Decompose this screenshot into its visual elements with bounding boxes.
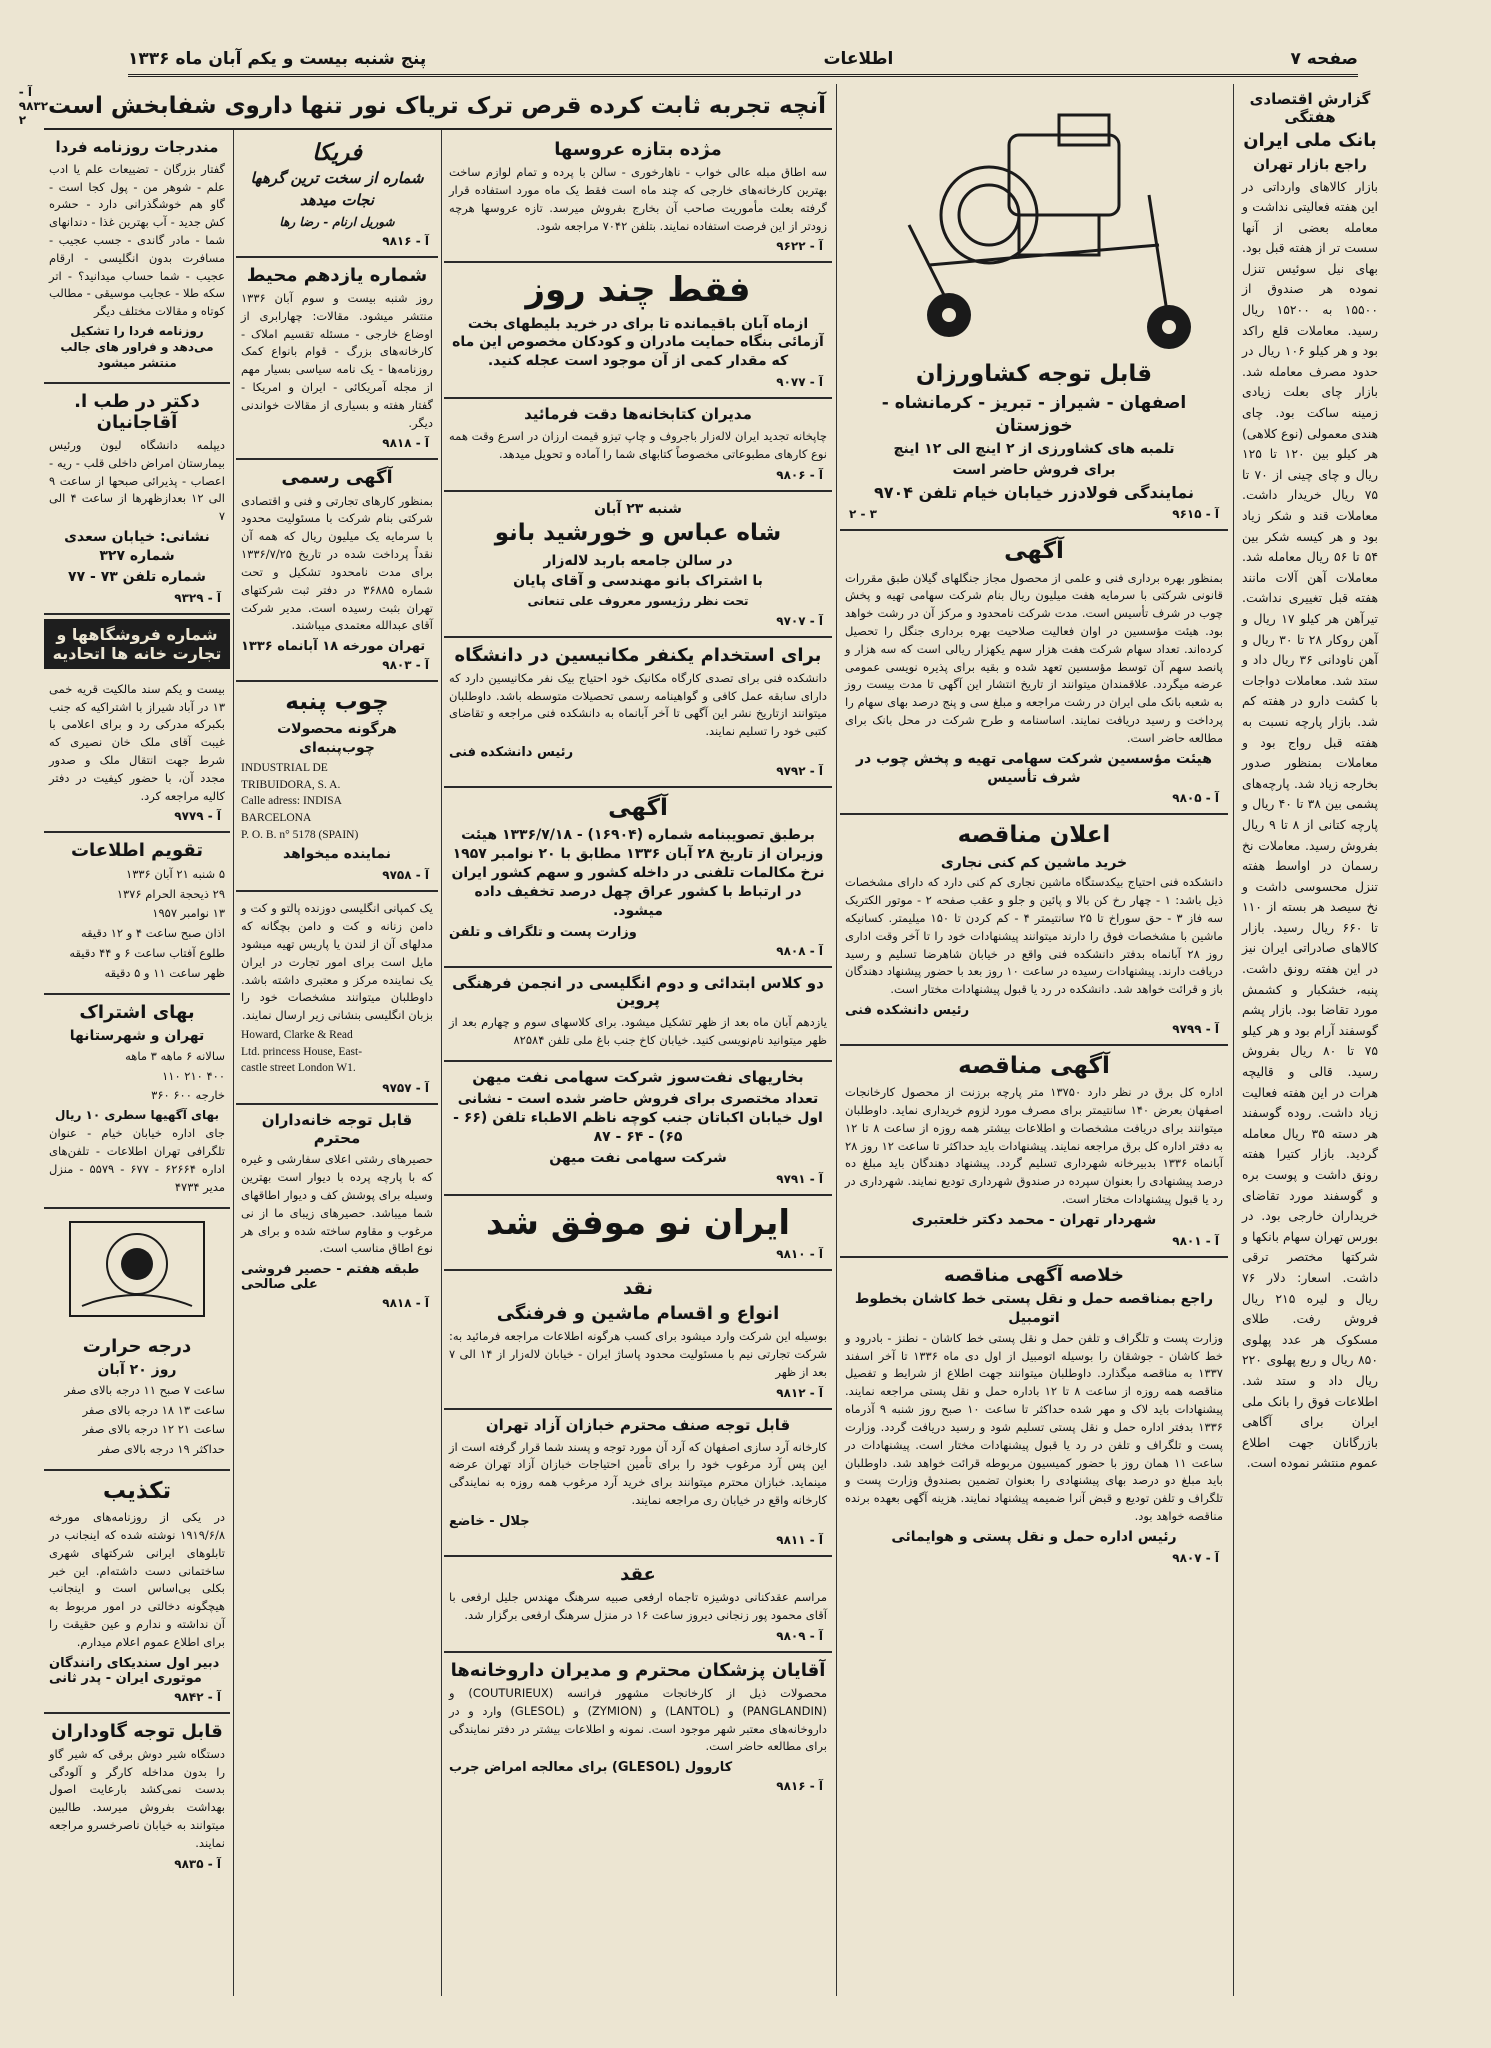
column-rule <box>441 84 442 1996</box>
column-rule <box>233 84 234 1996</box>
economy-title: گزارش اقتصادی هفتگی <box>1249 90 1371 126</box>
tractor-title: قابل توجه کشاورزان <box>915 361 1153 387</box>
denial-notice: تکذیب در یکی از روزنامه‌های مورخه ۱۹۱۹/۶/۸ نوشته شده که اینجانب در تابلوهای ایرانی شرکتهای شهری ساختمانی دست داشته‌ام. این خبر بکلی بی‌اساس است و اینجانب هیچگونه دخالتی در امور مربوط به آن نداشته و ندارم و عین حقیقت را برای اطلاع عموم اعلام میدارم. دبیر اول سندیکای رانندگان موتوری ایران - پدر ثانی آ - ۹۸۴۲ <box>44 1471 230 1714</box>
tomorrow-contents: مندرجات روزنامه فردا گفتار بزرگان - تضییعات علم یا ادب علم - شوهر من - پول کجا است - گاو هم خوشگذرانی دارد - حشره کش جدید - آب بهترین غذا - دندانهای شما - مادر گاندی - جسب عجیب - مسافرت بدون انگلیسی - ارقام عجیب - شما حساب میدانید؟ - اتر سکه طلا - عجایب موسیقی - مطالب کوتاه و مقالات مختلف دیگر روزنامه فردا را تشکیل می‌دهد و فراور های جالب منتشر میشود <box>44 132 230 384</box>
tender-title: آگهی مناقصه <box>958 1053 1110 1080</box>
issue-date: پنج شنبه بیست و یکم آبان ماه ۱۳۳۶ <box>128 49 427 69</box>
english-class-ad: دو کلاس ابتدائی و دوم انگلیسی در انجمن فرهنگی پروین یازدهم آبان ماه بعد از ظهر تشکیل میشود. برای کلاسهای سوم و چهارم بعد از ظهر میتوانید نام‌نویسی کنید. خیابان کاخ جنب باغ ملی تلفن ۸۲۵۸۴ <box>444 968 832 1062</box>
ad-reference: آ - ۹۸۰۵ <box>1172 791 1219 806</box>
tender-sub: خرید ماشین کم کنی نجاری <box>940 854 1128 871</box>
tractor-cities: اصفهان - شیراز - تبریز - کرمانشاه - خوزستان <box>881 393 1187 437</box>
wood-company-ad <box>840 531 1228 815</box>
tender-title: اعلان مناقصه <box>957 822 1111 849</box>
tender-body: دانشکده فنی احتیاج بیکدستگاه ماشین نجاری کم کنی دارد که دارای مشخصات ذیل باشد: ۱ - چهار رخ کن بالا و پائین و جلو و عقب صفحه ۲ - موتور الکتریک سه فاز ۳ - حق سوراخ تا ۲۵ سانتیمتر ۴ - کم کردن تا ۱۵۰ میلیمتر. کسانیکه ماشین با مشخصات فوق را دارند میتوانند پیشنهادات خود را تا آخر وقت اداری روز ۲۸ آبانماه بدفتر دانشکده فنی واقع در خیابان شاهرضا تسلیم و رسید دریافت دارند. پیشنهادات رسیده در ساعت ۱۰ روز بعد با حضور پیشنهاد دهندگان باز و قرائت خواهد شد. دانشکده در رد یا قبول پیشنهادات مختار است. <box>845 875 1223 997</box>
ad-reference: آ - ۹۸۰۱ <box>1172 1233 1219 1248</box>
official-notice: آگهی رسمی بمنظور کارهای تجارتی و فنی و اقتصادی شرکتی بنام شرکت با مسئولیت محدود با سرمایه یک میلیون ریال که همه آن نقداً پرداخت شده در تاریخ ۱۳۳۶/۷/۲۵ برای مدت نامحدود تشکیل و تحت شماره ۳۶۸۸۵ در دفتر ثبت شرکتهای تهران بثبت رسیده است. مدیر شرکت آقای عبدالله معتمدی میباشند. تهران مورخه ۱۸ آبانماه ۱۳۳۶ آ - ۹۸۰۳ <box>236 460 438 682</box>
tender-title: خلاصه آگهی مناقصه <box>944 1264 1124 1286</box>
land-deed-notice: بیست و یکم سند مالکیت قریه خمی ۱۳ در آباد شیراز با اشتراکیه که جنب بکبرکه مدرکی رد و برای اعلامی با غیبت آقای ملک خان نصیری که شرط جهت انتقال ملک و صدور مجدد آن، با حضور کیفیت در دفتر کالیه مراجعه کرد. آ - ۹۷۷۹ <box>44 673 230 834</box>
column-ads-center <box>444 132 832 1996</box>
cork-ad: چوب پنبه هرگونه محصولات چوب‌پنبه‌ای INDUSTRIAL DE TRIBUIDORA, S. A. Calle adress: INDISA BARCELONA P. O. B. n° 5178 (SPAIN) نماینده میخواهد آ - ۹۷۵۸ <box>236 682 438 892</box>
mat-ad: قابل توجه خانه‌داران محترم حصیرهای رشتی اعلای سفارشی و غیره که با پارچه پرده با دیوار است بهترین وسیله برای پوشش کف و دیوار اطاقهای شما میباشد. حصیرهای زیبای ما از نی مرغوب و مقاوم ساخته شده و برای هر نوع اطاق مناسب است. طبقه هفتم - حصیر فروشی علی صالحی آ - ۹۸۱۸ <box>241 1111 433 1311</box>
theatre-ad: شنبه ۲۳ آبان شاه عباس و خورشید بانو در سالن جامعه باربد لاله‌زار با اشتراک بانو مهندسی و آقای پایان تحت نظر رژیسور معروف علی تنعانی آ - ۹۷۰۷ <box>444 492 832 638</box>
subscription-rates: بهای اشتراک تهران و شهرستانها سالانه ۶ ماهه ۳ ماهه ۴۰۰ ۲۱۰ ۱۱۰ خارجه ۶۰۰ ۳۶۰ بهای آگهیها سطری ۱۰ ریال جای اداره خیابان خیام - عنوان تلگرافی تهران اطلاعات - تلفن‌های اداره ۶۲۶۶۴ - ۶۷۷ - ۵۵۷۹ - منزل مدیر ۴۷۳۴ <box>44 995 230 1209</box>
economy-report <box>1237 84 1383 1484</box>
tender-sub: راجع بمناقصه حمل و نقل پستی خط کاشان بخطوط اتومبیل <box>854 1291 1214 1326</box>
iran-no-ad: ایران نو موفق شد آ - ۹۸۱۰ <box>444 1196 832 1271</box>
wedding-notice: عقد مراسم عقدکنانی دوشیزه تاجماه ارفعی صبیه سرهنگ مهندس جلیل ارفعی با آقای محمود پور زنجانی دیروز ساعت ۱۶ در منزل سرهنگ ارفعی برگزار شد. آ - ۹۸۰۹ <box>444 1557 832 1653</box>
ad-reference: ۲ - ۳ آ - ۹۶۱۵ <box>849 507 1219 522</box>
newspaper-name: اطلاعات <box>823 49 894 69</box>
sewing-machine-ad: نقد انواع و اقسام ماشین و فرفنگی بوسیله این شرکت وارد میشود برای کسب هرگونه اطلاعات مراجعه فرمائید به: شرکت تجارتی نیم با مسئولیت محدود پاساژ ایران - خیابان لاله‌زار از ۱۴ الی ۷ بعد از ظهر آ - ۹۸۱۲ <box>444 1271 832 1410</box>
furniture-ad: مژده بتازه عروسها سه اطاق مبله عالی خواب - ناهارخوری - سالن با پرده و تمام لوازم ساخت بهترین کارخانه‌های خارجی که چند ماه است فقط یک ماه مورد استفاده قرار گرفته بعلت مأموریت صاحب آن بخارج بفروش میرسد. تازه عروسها هرچه زودتر از این فرصت استفاده نمایند. بتلفن ۷۰۴۲ مراجعه شود. آ - ۹۶۲۲ <box>444 132 832 263</box>
lottery-ad: فقط چند روز ازماه آبان باقیمانده تا برای در خرید بلیطهای بخت آزمائی بنگاه حمایت مادران و کودکان مخصوص این ماه که مقدار کمی از آن موجود است عجله کنید. آ - ۹۰۷۷ <box>444 263 832 399</box>
dairy-ad: قابل توجه گاوداران دستگاه شیر دوش برقی که شیر گاو را بدون مداخله کارگر و آلودگی بدست نمی‌کشد بارعایت اصول بهداشت بفروش میرسد. طالبین میتوانند به خیابان ناصرخسرو مراجعه نمایند. آ - ۹۸۳۵ <box>49 1720 225 1871</box>
tender-electric <box>840 1046 1228 1258</box>
page-header <box>128 44 1358 77</box>
bakers-ad: قابل توجه صنف محترم خبازان آزاد تهران کارخانه آرد سازی اصفهان که آرد آن مورد توجه و پسند شما قرار گرفته است از این پس آرد مرغوب خود را برای تأمین احتیاجات خبازان آزاد تهران عرضه مینماید. خبازان محترم میتوانند برای خرید آرد مرغوب همه روزه به نمایندگی کارخانه واقع در خیابان ری مراجعه نمایند. جلال - خاضع آ - ۹۸۱۱ <box>444 1410 832 1557</box>
economy-sub: راجع بازار تهران <box>1253 156 1367 173</box>
column-info <box>44 132 230 1996</box>
mechanic-hiring-ad: برای استخدام یکنفر مکانیسین در دانشگاه دانشکده فنی برای تصدی کارگاه مکانیک خود احتیاج بیک نفر مکانیسین دارد که دارای سابقه عمل کافی و گواهینامه رسمی تحصیلات متوسطه باشد. داوطلبان میتوانند ازتاریخ نشر این آگهی تا آخر آبانماه به دانشکده فنی مراجعه و تقاضای کتبی خود را تسلیم نمایند. رئیس دانشکده فنی آ - ۹۷۹۲ <box>444 638 832 788</box>
column-rule <box>836 84 837 1996</box>
tractor-dealer: نمایندگی فولادزر خیابان خیام تلفن ۹۷۰۴ <box>874 482 1194 502</box>
calendar: تقویم اطلاعات ۵ شنبه ۲۱ آبان ۱۳۳۶ ۲۹ ذیحجة الحرام ۱۳۷۶ ۱۳ نوامبر ۱۹۵۷ اذان صبح ساعت ۴ و ۱۲ دقیقه طلوع آفتاب ساعت ۶ و ۴۴ دقیقه ظهر ساعت ۱۱ و ۵ دقیقه <box>44 833 230 994</box>
tender-body: اداره کل برق در نظر دارد ۱۳۷۵۰ متر پارچه برزنت از محصول کارخانجات اصفهان بعرض ۱۴۰ سانتیمتر برای مصرف مورد لزوم خریداری نماید. داوطلبان میتوانند برای دریافت مشخصات و اطلاعات بیشتر همه روزه از ساعت ۸ تا ۱۲ به دفتر اداره کل برق مراجعه نمایند. پیشنهادات باید حداکثر تا ساعت ۱۲ روز ۲۸ آبانماه ۱۳۳۶ بدبیرخانه شهرداری تسلیم گردد. پیشنهاد دهندگان باید مبلغ ده درصد پیشنهادی را بعنوان سپرده در صندوق شهرداری تودیع نمایند. شهرداری در رد یا قبول پیشنهادات مختار است. <box>845 1085 1224 1207</box>
tractor-availability: برای فروش حاضر است <box>952 461 1116 478</box>
doctor-ad: دکتر در طب ا. آقاجانیان دیپلمه دانشگاه لیون ورئیس بیمارستان امراض داخلی قلب - ریه - اعصاب - پذیرائی صبحها از ساعت ۹ الی ۱۲ بعدازظهرها از ساعت ۴ الی ۷ نشانی: خیابان سعدی شماره ۳۲۷ شماره تلفن ۷۳ - ۷۷ آ - ۹۳۲۹ <box>44 384 230 615</box>
english-company-ad: یک کمپانی انگلیسی دوزنده پالتو و کت و دامن زنانه و کت و دامن بچگانه که مدلهای آن از لندن یا پاریس تهیه میشود مایل است برای امور تجارت در ایران یک نماینده مرکز و معتبری داشته باشد. داوطلبان میتوانند مشخصات خود را بزبان انگلیسی بنشانی زیر ارسال نمایند. Howard, Clarke & Read Ltd. princess House, East- castle street London W1. آ - ۹۷۵۷ <box>236 892 438 1105</box>
agahi-body: بمنظور بهره برداری فنی و علمی از محصول مجاز جنگلهای گیلان طبق مقررات قانونی شرکتی با سرمایه هفت میلیون ریال بنام شرکت سهامی تهیه و پخش چوب در شرف تأسیس است. مدت شرکت نامحدود و مرکز آن در رشت خواهد بود. هیئت مؤسسین در اوان فعالیت صلاحیت بهره برداری جنگل را تحصیل کرده‌اند. تعداد سهام شرکت هفت هزار سهم یکهزار ریالی است که سه هزار و پانصد سهم آن توسط مؤسسین تعهد شده و بقیه برای پذیره نویسی عمومی عرضه میگردد. علاقمندان میتوانند از تاریخ انتشار این آگهی تا مدت بیست روز به شعبه بانک ملی ایران در رشت مراجعه و مبلغ سی و پنج درصد بهای سهام را پرداخت و رسید دریافت نمایند. اساسنامه و طرح شرکت در محل بانک برای مطالعه حاضر است. <box>845 570 1223 745</box>
printing-ad: مدیران کتابخانه‌ها دقت فرمائید چاپخانه تجدید ایران لاله‌زار باجروف و چاپ تیزو قیمت ارزان در اسرع وقت همه نوع کارهای مطبوعاتی مخصوصاً کتابهای شما را آماده و تحویل میدهد. آ - ۹۸۰۶ <box>444 399 832 491</box>
tender-body: وزارت پست و تلگراف و تلفن حمل و نقل پستی خط کاشان - نطنز - بادرود و خط کاشان - جوشقان را بوسیله اتومبیل از اول دی ماه ۱۳۳۶ تا آخر اسفند ۱۳۳۷ به مناقصه میگذارد. داوطلبان میتوانند جهت اطلاع از شرایط و تفصیل مناقصه همه روزه از ساعت ۸ تا ۱۲ باداره حمل و نقل پستی مراجعه نمایند. پیشنهادات باید لاک و مهر شده حداکثر تا ساعت ۱۰ صبح روز شنبه ۹ آذرماه ۱۳۳۶ بدفتر اداره حمل و نقل پستی تسلیم شود و رسید دریافت گردد. وزارت پست و تلگراف و تلفن در رد یا قبول پیشنهادات مختار است. پیشنهادات در ساعت ۱۱ همان روز با حضور کمیسیون مربوطه قرائت خواهد شد. داوطلبان باید مبلغ دو درصد بهای پیشنهادی را بعنوان تضمین بصندوق وزارت پست و تلگراف و تلفن تودیع و قبض آنرا ضمیمه پیشنهاد نمایند. هزینه آگهی بعهده برنده مناقصه خواهد بود. <box>845 1330 1223 1523</box>
economy-body: بازار کالاهای وارداتی در این هفته فعالیتی نداشت و معامله بعضی از آنها سست تر از هفته قبل بود. بهای نیل سوئیس تنزل نموده هر صندوق از ۱۵۵۰۰ به ۱۵۲۰۰ ریال رسید. معاملات قلع راکد بود و هر کیلو ۱۰۶ ریال در حدود مصرف معامله شد. بازار چای بعلت زیادی زمینه ساکت بود. چای هندی معمولی (نوع کلاهی) هر کیلو بین ۱۲۰ تا ۱۲۵ ریال و چای چینی از ۷۰ تا ۷۵ ریال خریدار داشت. معاملات قند و شکر زیاد بود و هر کیسه شکر بین ۵۴ تا ۵۶ ریال معامله شد. معاملات آهن آلات مانند هفته قبل تغییری نداشت. تیرآهن هر کیلو ۱۷ ریال و آهن روکار ۲۸ تا ۳۰ ریال و آهن ناودانی ۳۶ ریال داد و ستد شد. معاملات دواجات با کشت دارو در هفته کم شد. بازار پارچه نسبت به هفته قبل رواج بود و معاملات بمنظور صدور بخارجه زیاد شد. پارچه‌های پشمی بین ۳۸ تا ۴۰ ریال و پارچه کتانی از ۸ تا ۹ ریال بفروش رسید. معاملات نخ رسمان در اواسط هفته تنزل محسوسی داشت و نخ سیصد هر بسته از ۱۱۰ تا ۶۶۰ ریال رسید. بازار کالاهای صادراتی ایران نیز در این هفته رونق داشت. پنبه، خشکبار و کشمش مورد تقاضا بود. بازار پشم گوسفند آرام بود و هر کیلو ۷۵ تا ۸۰ ریال بفروش رسید. قالی و قالیچه هرات در این هفته فعالیت زیاد داشت. روده گوسفند هر دسته ۳۵ ریال معامله گردید. بازار کتیرا هفته رونق داشت و پوست بره و گوسفند مورد تقاضای خریداران خارجی بود. در بورس تهران سهام بانکها و شرکتها مختصر ترقی داشت. اسعار: دلار ۷۶ ریال و لیره ۲۱۵ ریال فروش رفت. طلای مسکوک هر عدد پهلوی ۸۵۰ ریال و ربع پهلوی ۲۲۰ ریال داد و ستد شد. اطلاعات فوق را بانک ملی ایران برای آگاهی بازرگانان جهت اطلاع عموم منتشر نموده است. <box>1242 178 1379 1471</box>
tender-signature: رئیس اداره حمل و نقل پستی و هوایمائی <box>891 1528 1177 1545</box>
ad-reference: آ - ۹۸۰۷ <box>1172 1550 1219 1565</box>
ad-reference: آ - ۹۷۹۹ <box>1172 1022 1219 1037</box>
column-economy <box>1237 84 1383 1996</box>
water-pump-illustration <box>845 90 1223 360</box>
temperature: درجه حرارت روز ۲۰ آبان ساعت ۷ صبح ۱۱ درجه بالای صفر ساعت ۱۳ ۱۸ درجه بالای صفر ساعت ۲۱ ۱۲ درجه بالای صفر حداکثر ۱۹ درجه بالای صفر <box>44 1329 230 1471</box>
agahi-title: آگهی <box>1004 538 1064 565</box>
phone-tariff-ad: آگهی برطبق تصویبنامه شماره (۱۶۹۰۴) - ۱۳۳۶/۷/۱۸ هیئت وزیران از تاریخ ۲۸ آبان ۱۳۳۶ مطابق با ۲۰ نوامبر ۱۹۵۷ نرخ مکالمات تلفنی در داخله کشور و سهم کشور ایران در ارتباط با کشور عراق چهل درصد تخفیف داده میشود. وزارت پست و تلگراف و تلفن آ - ۹۸۰۸ <box>444 788 832 968</box>
seal-logo <box>44 1209 230 1329</box>
tender-signature: رئیس دانشکده فنی <box>845 1003 970 1019</box>
page-number: صفحه ۷ <box>1290 49 1358 69</box>
heater-ad: بخاریهای نفت‌سوز شرکت سهامی نفت میهن تعداد مختصری برای فروش حاضر شده است - نشانی اول خیابان اکباتان جنب کوچه ناظم الاطباء تلفن (۶۶ - ۶۵) - ۶۴ - ۸۷ شرکت سهامی نفت میهن آ - ۹۷۹۱ <box>444 1062 832 1196</box>
agahi-signature: هیئت مؤسسین شرکت سهامی تهیه و پخش چوب در شرف تأسیس <box>856 750 1212 786</box>
tender-woodworking <box>840 815 1228 1046</box>
opium-pill-banner: آنچه تجربه ثابت کرده قرص ترک تریاک نور تنها داروی شفابخش است آ - ۹۸۳۲ ۲ <box>44 84 832 130</box>
tender-signature: شهردار تهران - محمد دکتر خلعتبری <box>911 1211 1157 1228</box>
tender-postal <box>840 1258 1228 1573</box>
tractor-desc: تلمبه های کشاورزی از ۲ اینچ الی ۱۲ اینچ <box>893 441 1175 457</box>
column-small-ads <box>236 132 438 1996</box>
magazine-ad: شماره یازدهم محیط روز شنبه بیست و سوم آبان ۱۳۳۶ منتشر میشود. مقالات: چهارابری از اوضاع خارجی - مسئله تقسیم املاک - کارخانه‌های بزرگ - قوام بانواع کمک روزنامه‌ها - یک نامه سیاسی بسیار مهم از مجله آمریکائی - ایران و امریکا - گفتار هفته و بسیاری از مقالات خواندنی دیگر. آ - ۹۸۱۸ <box>236 258 438 461</box>
stores-banner: شماره فروشگاهها و تجارت خانه ها اتحادیه <box>44 619 230 669</box>
bank-name: بانک ملی ایران <box>1243 130 1377 152</box>
pharmacy-ad: آقایان پزشکان محترم و مدیران داروخانه‌ها محصولات ذیل از کارخانجات مشهور فرانسه (COUTURIEUX) و (PANGLANDIN) و (LANTOL) و (ZYMION) و (GLESOL) وارد و در داروخانه‌های معتبر شهر موجود است. نمونه و اطلاعات بیشتر در دفتر نمایندگی برای مطالعه حاضر است. کاروول (GLESOL) برای معالجه امراض جرب آ - ۹۸۱۶ <box>449 1659 827 1794</box>
column-rule <box>1233 84 1234 1996</box>
tractor-ad <box>840 84 1228 531</box>
column-tenders <box>840 84 1228 1996</box>
medicine-ad: فریکا شماره از سخت ترین گرهها نجات میدهد شوریل ارنام - رضا رها آ - ۹۸۱۶ <box>236 132 438 258</box>
